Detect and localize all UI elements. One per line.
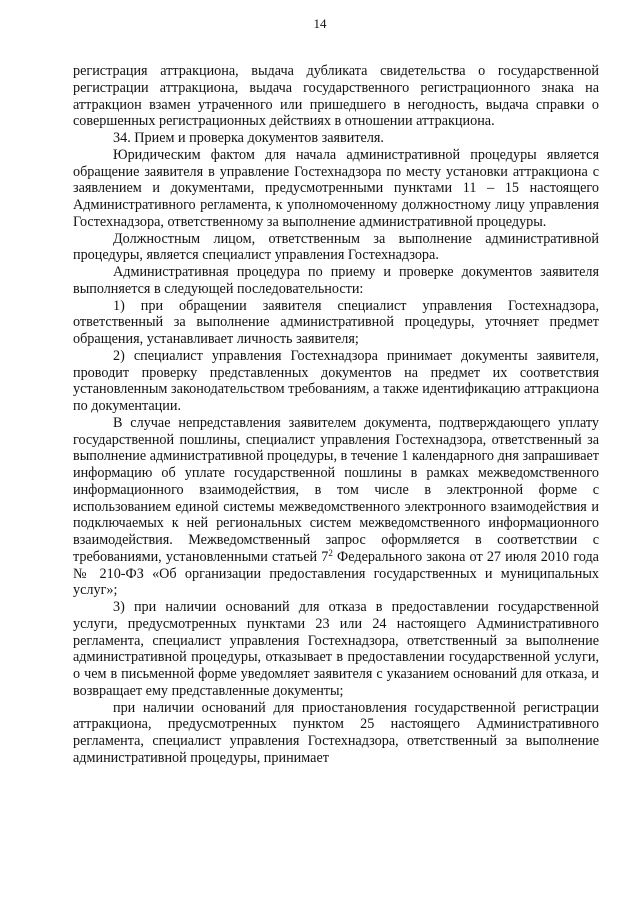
body-text	[73, 63, 599, 767]
list-item-1: 1) при обращении заявителя специалист управления Гостехнадзора, ответственный за выполнение административной процедуры, уточняет предмет обращения, устанавливает личность заявителя;	[73, 297, 599, 347]
page-number: 14	[313, 16, 327, 31]
paragraph-legal-fact: Юридическим фактом для начала административной процедуры является обращение заявителя в управление Гостехнадзора по месту установки аттракциона с заявлением и документами, предусмотренными пунктами 11 – 15 настоящего Административного регламента, к уполномоченному должностному лицу управления Гостехнадзора, ответственному за выполнение административной процедуры.	[73, 146, 599, 230]
list-item-3: 3) при наличии оснований для отказа в предоставлении государственной услуги, предусмотренных пунктами 23 или 24 настоящего Административного регламента, специалист управления Гостехнадзора, ответственный за выполнение административной процедуры, отказывает в предоставлении государственной услуги, о чем в письменной форме уведомляет заявителя с указанием оснований для отказа, и возвращает ему представленные документы;	[73, 599, 599, 699]
list-item-2: 2) специалист управления Гостехнадзора принимает документы заявителя, проводит проверку представленных документов на предмет их соответствия установленным законодательством требованиям, а также идентификацию аттракциона по документации.	[73, 347, 599, 414]
paragraph-procedure-sequence: Административная процедура по приему и проверке документов заявителя выполняется в следующей последовательности:	[73, 264, 599, 297]
state-duty-text: В случае непредставления заявителем документа, подтверждающего уплату государственной пошлины, специалист управления Гостехнадзора, ответственный за выполнение административной процедуры, в течение 1 календарного дня запрашивает информацию об уплате государственной пошлины в рамках межведомственного информационного взаимодействия, в том числе в электронной форме с использованием единой системы межведомственного электронного взаимодействия и подключаемых к ней региональных систем межведомственного информационного взаимодействия. Межведомственный запрос оформляется в соответствии с требованиями, установленными статьей 7	[73, 414, 599, 565]
state-duty-text-end: Федерального закона от 27 июля 2010 года № 210-ФЗ «Об организации предоставления государственных и муниципальных услуг»;	[73, 548, 599, 599]
article-superscript: 2	[328, 547, 333, 558]
paragraph-responsible-official: Должностным лицом, ответственным за выполнение административной процедуры, является специалист управления Гостехнадзора.	[73, 230, 599, 264]
paragraph-continuation: регистрация аттракциона, выдача дубликата свидетельства о государственной регистрации аттракциона, выдача государственного регистрационного знака на аттракцион взамен утраченного или пришедшего в негодность, выдача справки о совершенных регистрационных действиях в отношении аттракциона.	[73, 63, 599, 130]
section-heading-34: 34. Прием и проверка документов заявителя.	[113, 130, 384, 146]
paragraph-suspension: при наличии оснований для приостановления государственной регистрации аттракциона, предусмотренных пунктом 25 настоящего Административного регламента, специалист управления Гостехнадзора, ответственный за выполнение административной процедуры, принимает	[73, 699, 599, 766]
paragraph-state-duty	[73, 415, 599, 599]
